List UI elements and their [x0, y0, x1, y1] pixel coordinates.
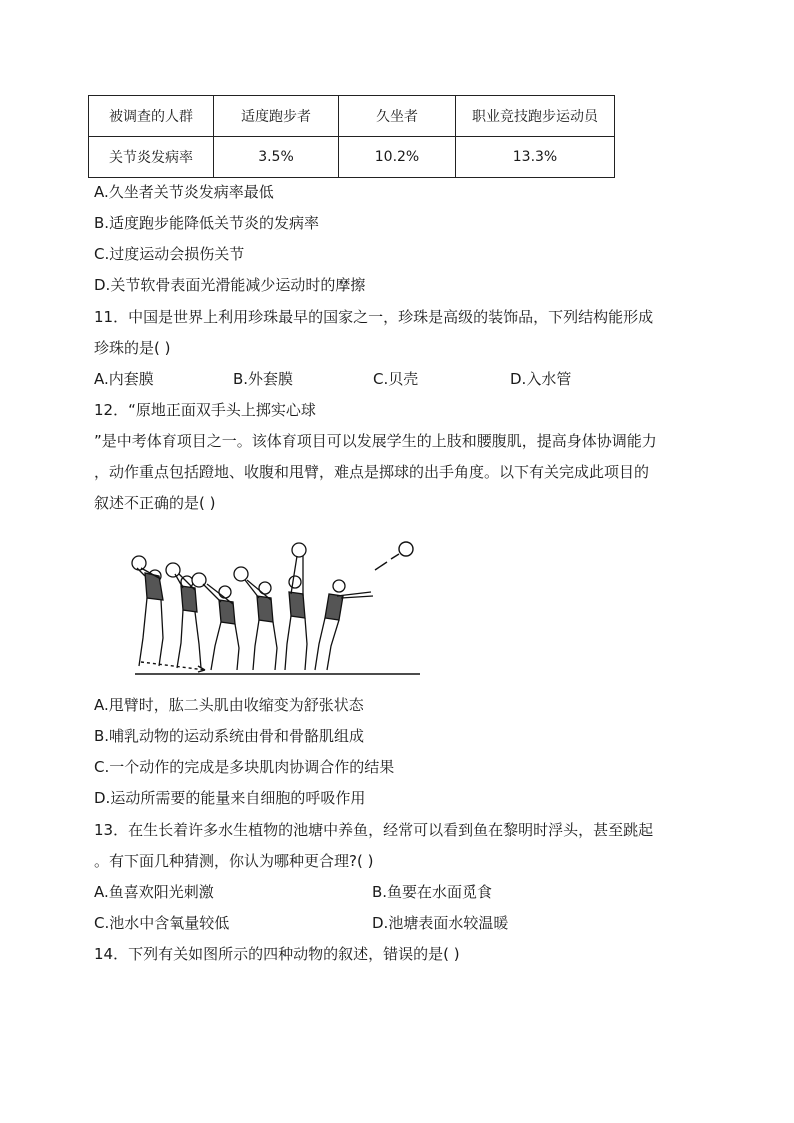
motion-arrow — [141, 662, 205, 670]
q13-option-b: B.鱼要在水面觅食 — [372, 883, 493, 901]
q13-stem-line-2: 。有下面几种猜测，你认为哪种更合理?( ) — [94, 852, 374, 870]
motion-dashes — [375, 554, 399, 570]
q12-stem-line-3: ，动作重点包括蹬地、收腹和甩臂，难点是掷球的出手角度。以下有关完成此项目的 — [94, 463, 650, 481]
q13-option-d: D.池塘表面水较温暖 — [372, 914, 509, 932]
q13-option-c: C.池水中含氧量较低 — [94, 914, 230, 932]
q10-option-a: A.久坐者关节炎发病率最低 — [94, 183, 274, 201]
athlete-5 — [285, 543, 307, 670]
athlete-4 — [234, 567, 277, 670]
table-cell: 10.2% — [339, 137, 456, 178]
table-header-row — [89, 96, 615, 137]
athlete-figures — [132, 543, 373, 670]
table-header-cell: 久坐者 — [339, 96, 456, 137]
table-header-cell: 适度跑步者 — [214, 96, 339, 137]
q10-option-d: D.关节软骨表面光滑能减少运动时的摩擦 — [94, 276, 366, 294]
table-cell: 3.5% — [214, 137, 339, 178]
q11-stem-line-2: 珍珠的是( ) — [94, 339, 171, 357]
q11-option-d: D.入水管 — [510, 370, 572, 388]
q12-stem-line-2: ”是中考体育项目之一。该体育项目可以发展学生的上肢和腰腹肌，提高身体协调能力 — [94, 432, 657, 450]
q13-stem-line-1: 13．在生长着许多水生植物的池塘中养鱼，经常可以看到鱼在黎明时浮头，甚至跳起 — [94, 821, 654, 839]
q12-stem-line-1: 12．“原地正面双手头上掷实心球 — [94, 401, 316, 419]
q11-option-c: C.贝壳 — [373, 370, 419, 388]
survey-table — [88, 95, 615, 178]
q12-option-a: A.甩臂时，肱二头肌由收缩变为舒张状态 — [94, 696, 364, 714]
q11-option-a: A.内套膜 — [94, 370, 154, 388]
table-header-cell: 职业竞技跑步运动员 — [456, 96, 615, 137]
flying-ball — [399, 542, 413, 556]
table-cell: 关节炎发病率 — [89, 137, 214, 178]
q10-option-c: C.过度运动会损伤关节 — [94, 245, 245, 263]
q14-stem-line-1: 14．下列有关如图所示的四种动物的叙述，错误的是( ) — [94, 945, 460, 963]
q12-stem-line-4: 叙述不正确的是( ) — [94, 494, 216, 512]
q12-option-d: D.运动所需要的能量来自细胞的呼吸作用 — [94, 789, 366, 807]
throw-sequence-figure — [125, 538, 425, 680]
table-cell: 13.3% — [456, 137, 615, 178]
q12-option-b: B.哺乳动物的运动系统由骨和骨骼肌组成 — [94, 727, 365, 745]
athlete-1 — [132, 556, 163, 666]
q12-option-c: C.一个动作的完成是多块肌肉协调合作的结果 — [94, 758, 395, 776]
q11-stem-line-1: 11．中国是世界上利用珍珠最早的国家之一，珍珠是高级的装饰品，下列结构能形成 — [94, 308, 654, 326]
table-row — [89, 137, 615, 178]
q11-option-b: B.外套膜 — [233, 370, 294, 388]
q13-option-a: A.鱼喜欢阳光刺激 — [94, 883, 214, 901]
athlete-6 — [315, 580, 373, 670]
athlete-3 — [192, 573, 239, 670]
table-header-cell: 被调查的人群 — [89, 96, 214, 137]
q10-option-b: B.适度跑步能降低关节炎的发病率 — [94, 214, 320, 232]
